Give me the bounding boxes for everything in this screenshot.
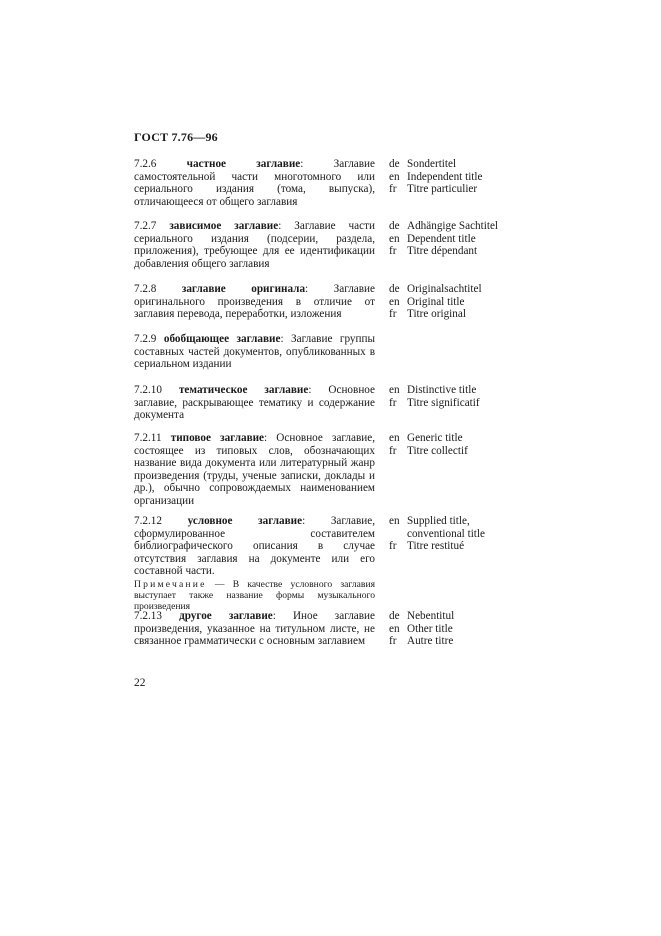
term-equivalents [389, 432, 519, 457]
language-code: de [389, 220, 400, 232]
language-code: fr [389, 245, 397, 258]
equivalent-row [389, 220, 519, 233]
term-equivalents [389, 283, 519, 321]
term-name: обобщающее заглавие [163, 333, 281, 345]
equivalent-term: Supplied title, conventional title [407, 515, 485, 540]
term-name: другое заглавие [179, 610, 273, 622]
language-code: fr [389, 396, 397, 409]
term-definition [134, 432, 375, 508]
language-code: en [389, 432, 400, 444]
equivalent-term: Originalsachtitel [407, 283, 482, 295]
equivalent-row [389, 296, 519, 309]
term-name: типовое заглавие [170, 432, 265, 444]
equivalent-row [389, 515, 519, 540]
equivalent-row [389, 283, 519, 296]
note-heading: Примечание [134, 578, 207, 590]
language-code: en [389, 622, 400, 635]
equivalent-term: Titre significatif [407, 396, 480, 409]
equivalent-row [389, 171, 519, 184]
equivalent-term: Titre collectif [407, 444, 468, 457]
equivalent-term: Generic title [407, 432, 463, 444]
term-name: частное заглавие [186, 158, 301, 170]
term-number: 7.2.13 [134, 610, 162, 622]
term-definition-text: : Основное заглавие, раскрывающее тематику и содержание документа [134, 384, 375, 422]
equivalent-term: Dependent title [407, 232, 476, 245]
term-note [134, 579, 375, 612]
term-definition [134, 384, 375, 422]
equivalent-term: Distinctive title [407, 384, 477, 396]
term-equivalents [389, 220, 519, 258]
term-definition [134, 515, 375, 612]
term-equivalents [389, 515, 519, 553]
language-code: en [389, 170, 400, 183]
language-code: fr [389, 635, 397, 648]
language-code: fr [389, 540, 397, 553]
equivalent-term: Original title [407, 295, 465, 308]
equivalent-term: Autre titre [407, 635, 454, 648]
equivalent-row [389, 445, 519, 458]
equivalent-row [389, 397, 519, 410]
language-code: en [389, 384, 400, 396]
equivalent-term: Titre original [407, 308, 466, 321]
equivalent-row [389, 432, 519, 445]
term-name: тематическое заглавие [178, 384, 309, 396]
page-number: 22 [134, 677, 146, 689]
equivalent-term: Titre restitué [407, 540, 465, 553]
equivalent-row [389, 540, 519, 553]
term-definition-text: : Заглавие, сформулированное составителем библиографического описания в случае отсутствия заглавия на документе или его составной части. [134, 515, 375, 578]
term-definition-text: : Заглавие части сериального издания (подсерии, раздела, приложения), требующее для ее идентификации добавления общего заглавия [134, 220, 375, 270]
term-name: зависимое заглавие [169, 220, 279, 232]
language-code: de [389, 610, 400, 622]
term-number: 7.2.7 [134, 220, 157, 232]
page-header: ГОСТ 7.76—96 [134, 130, 218, 144]
equivalent-row [389, 183, 519, 196]
term-number: 7.2.9 [134, 333, 157, 345]
term-definition [134, 333, 375, 371]
language-code: en [389, 295, 400, 308]
equivalent-term: Titre particulier [407, 183, 478, 196]
term-definition [134, 220, 375, 270]
term-definition [134, 158, 375, 208]
term-definition [134, 283, 375, 321]
term-equivalents [389, 158, 519, 196]
language-code: de [389, 158, 400, 170]
term-number: 7.2.10 [134, 384, 162, 396]
language-code: fr [389, 183, 397, 196]
language-code: en [389, 232, 400, 245]
language-code: fr [389, 308, 397, 321]
term-definition-text: : Иное заглавие произведения, указанное на титульном листе, не связанное грамматически с основным заглавием [134, 610, 375, 648]
term-definition-text: : Заглавие группы составных частей документов, опубликованных в сериальном издании [134, 333, 375, 371]
equivalent-row [389, 308, 519, 321]
term-equivalents [389, 384, 519, 409]
term-equivalents [389, 610, 519, 648]
term-definition [134, 610, 375, 648]
term-name: условное заглавие [187, 515, 303, 527]
equivalent-row [389, 635, 519, 648]
equivalent-term: Other title [407, 622, 453, 635]
note-text: — В качестве условного заглавия выступает также название формы музыкального произведения [134, 578, 375, 612]
equivalent-row [389, 384, 519, 397]
language-code: en [389, 515, 400, 527]
term-number: 7.2.6 [134, 158, 157, 170]
equivalent-row [389, 245, 519, 258]
equivalent-row [389, 233, 519, 246]
equivalent-row [389, 623, 519, 636]
equivalent-term: Independent title [407, 170, 483, 183]
equivalent-row [389, 610, 519, 623]
equivalent-term: Adhängige Sachtitel [407, 220, 499, 232]
term-definition-text: : Заглавие самостоятельной части многотомного или сериального издания (тома, выпуска), отличающееся от общего заглавия [134, 158, 375, 208]
term-number: 7.2.12 [134, 515, 162, 527]
language-code: de [389, 283, 400, 295]
term-number: 7.2.8 [134, 283, 157, 295]
equivalent-term: Sondertitel [407, 158, 457, 170]
term-name: заглавие оригинала [181, 283, 306, 295]
term-definition-text: : Заглавие оригинального произведения в отличие от заглавия перевода, переработки, изложения [134, 283, 375, 321]
term-number: 7.2.11 [134, 432, 162, 444]
equivalent-term: Titre dépendant [407, 245, 478, 258]
term-definition-text: : Основное заглавие, состоящее из типовых слов, обозначающих название вида документа или литературный жанр произведения (труды, ученые записки, доклады и др.), обычно сопровождаемых наименованием организации [134, 432, 376, 507]
equivalent-row [389, 158, 519, 171]
equivalent-term: Nebentitul [407, 610, 455, 622]
language-code: fr [389, 444, 397, 457]
